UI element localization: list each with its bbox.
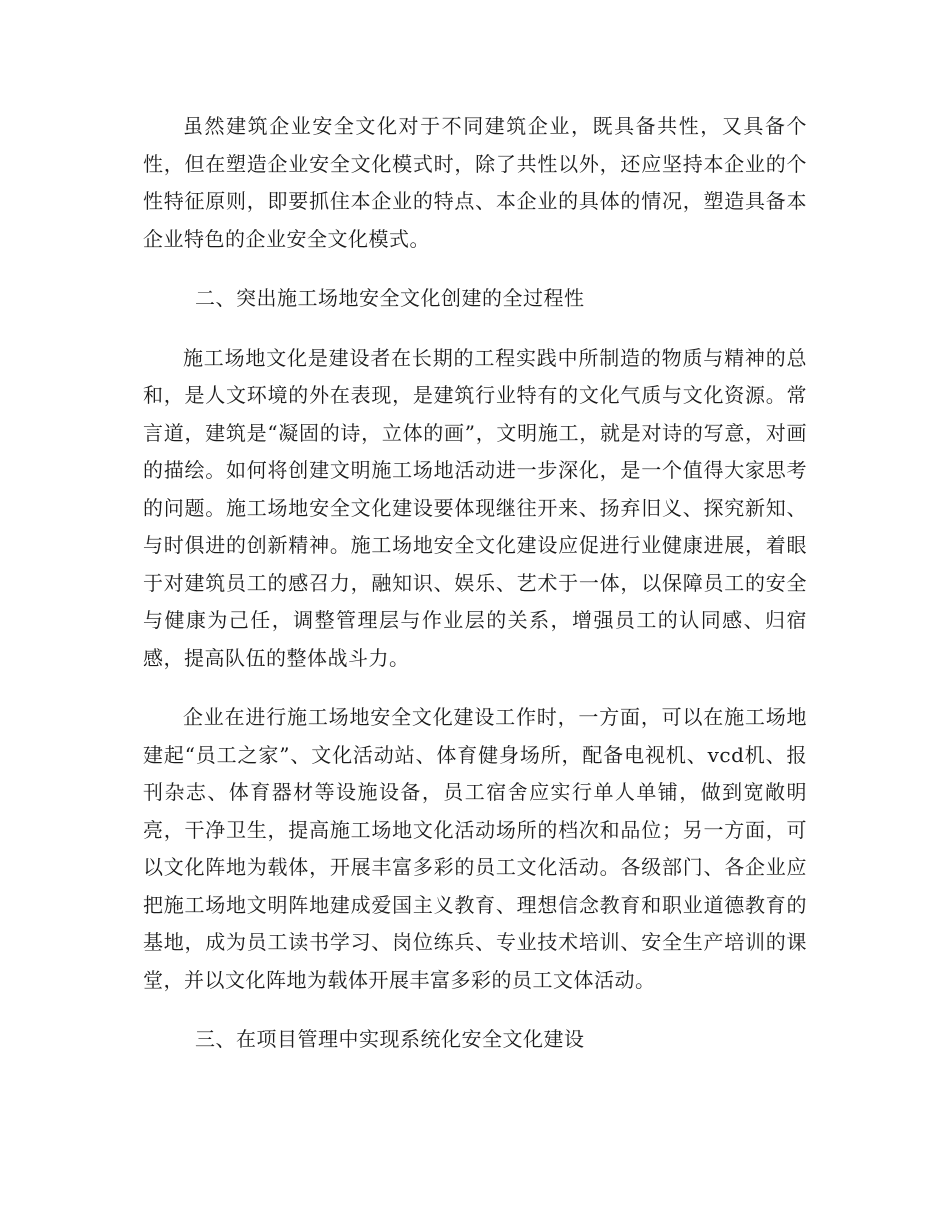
paragraph-site-culture: 施工场地文化是建设者在长期的工程实践中所制造的物质与精神的总和，是人文环境的外在表现，是建筑行业特有的文化气质与文化资源。常言道，建筑是“凝固的诗，立体的画”，文明施工，就是对诗的写意，对画的描绘。如何将创建文明施工场地活动进一步深化，是一个值得大家思考的问题。施工场地安全文化建设要体现继往开来、扬弃旧义、探究新知、与时俱进的创新精神。施工场地安全文化建设应促进行业健康进展，着眼于对建筑员工的感召力，融知识、娱乐、艺术于一体，以保障员工的安全与健康为己任，调整管理层与作业层的关系，增强员工的认同感、归宿感，提高队伍的整体战斗力。	[143, 345, 807, 670]
paragraph-site-facilities: 企业在进行施工场地安全文化建设工作时，一方面，可以在施工场地建起“员工之家”、文化活动站、体育健身场所，配备电视机、vcd机、报刊杂志、体育器材等设施设备，员工宿舍应实行单人单铺，做到宽敞明亮，干净卫生，提高施工场地文化活动场所的档次和品位；另一方面，可以文化阵地为载体，开展丰富多彩的员工文化活动。各级部门、各企业应把施工场地文明阵地建成爱国主义教育、理想信念教育和职业道德教育的基地，成为员工读书学习、岗位练兵、专业技术培训、安全生产培训的课堂，并以文化阵地为载体开展丰富多彩的员工文体活动。	[143, 705, 807, 992]
section-heading-3: 三、在项目管理中实现系统化安全文化建设	[195, 1027, 585, 1051]
paragraph-shared-and-individual-culture: 虽然建筑企业安全文化对于不同建筑企业，既具备共性，又具备个性，但在塑造企业安全文化模式时，除了共性以外，还应坚持本企业的个性特征原则，即要抓住本企业的特点、本企业的具体的情况，塑造具备本企业特色的企业安全文化模式。	[143, 114, 807, 251]
document-page	[143, 108, 807, 1059]
section-heading-2: 二、突出施工场地安全文化创建的全过程性	[195, 286, 585, 310]
